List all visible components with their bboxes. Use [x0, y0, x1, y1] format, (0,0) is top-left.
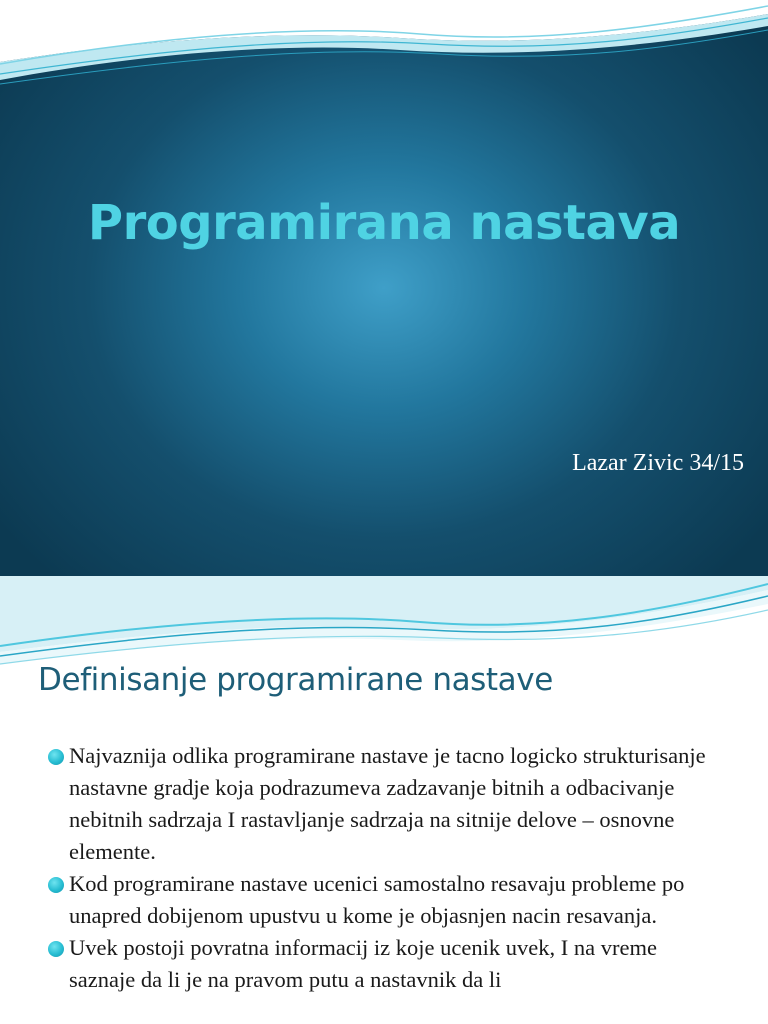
bullet-text: Najvaznija odlika programirane nastave je tacno logicko strukturisanje nastavne gradje koja podrazumeva zadzavanje bitnih a odbacivanje nebitnih sadrzaja I rastavljanje sadrzaja na sitnije delove – osnovne elemente. [69, 743, 706, 864]
bullet-text: Uvek postoji povratna informacij iz koje ucenik uvek, I na vreme saznaje da li je na pravom putu a nastavnik da li [69, 935, 657, 992]
wave-decoration [0, 576, 768, 671]
list-item [0, 740, 768, 868]
slide-heading: Definisanje programirane nastave [38, 662, 553, 698]
round-bullet-icon [48, 749, 64, 765]
list-item [0, 868, 768, 932]
round-bullet-icon [48, 941, 64, 957]
content-slide [0, 576, 768, 1024]
presentation-title: Programirana nastava [87, 195, 681, 251]
bullet-list [0, 740, 768, 996]
list-item [0, 932, 768, 996]
round-bullet-icon [48, 877, 64, 893]
author-subtitle: Lazar Zivic 34/15 [572, 450, 744, 476]
wave-decoration [0, 0, 768, 95]
bullet-text: Kod programirane nastave ucenici samostalno resavaju probleme po unapred dobijenom upustvu u kome je objasnjen nacin resavanja. [69, 871, 685, 928]
